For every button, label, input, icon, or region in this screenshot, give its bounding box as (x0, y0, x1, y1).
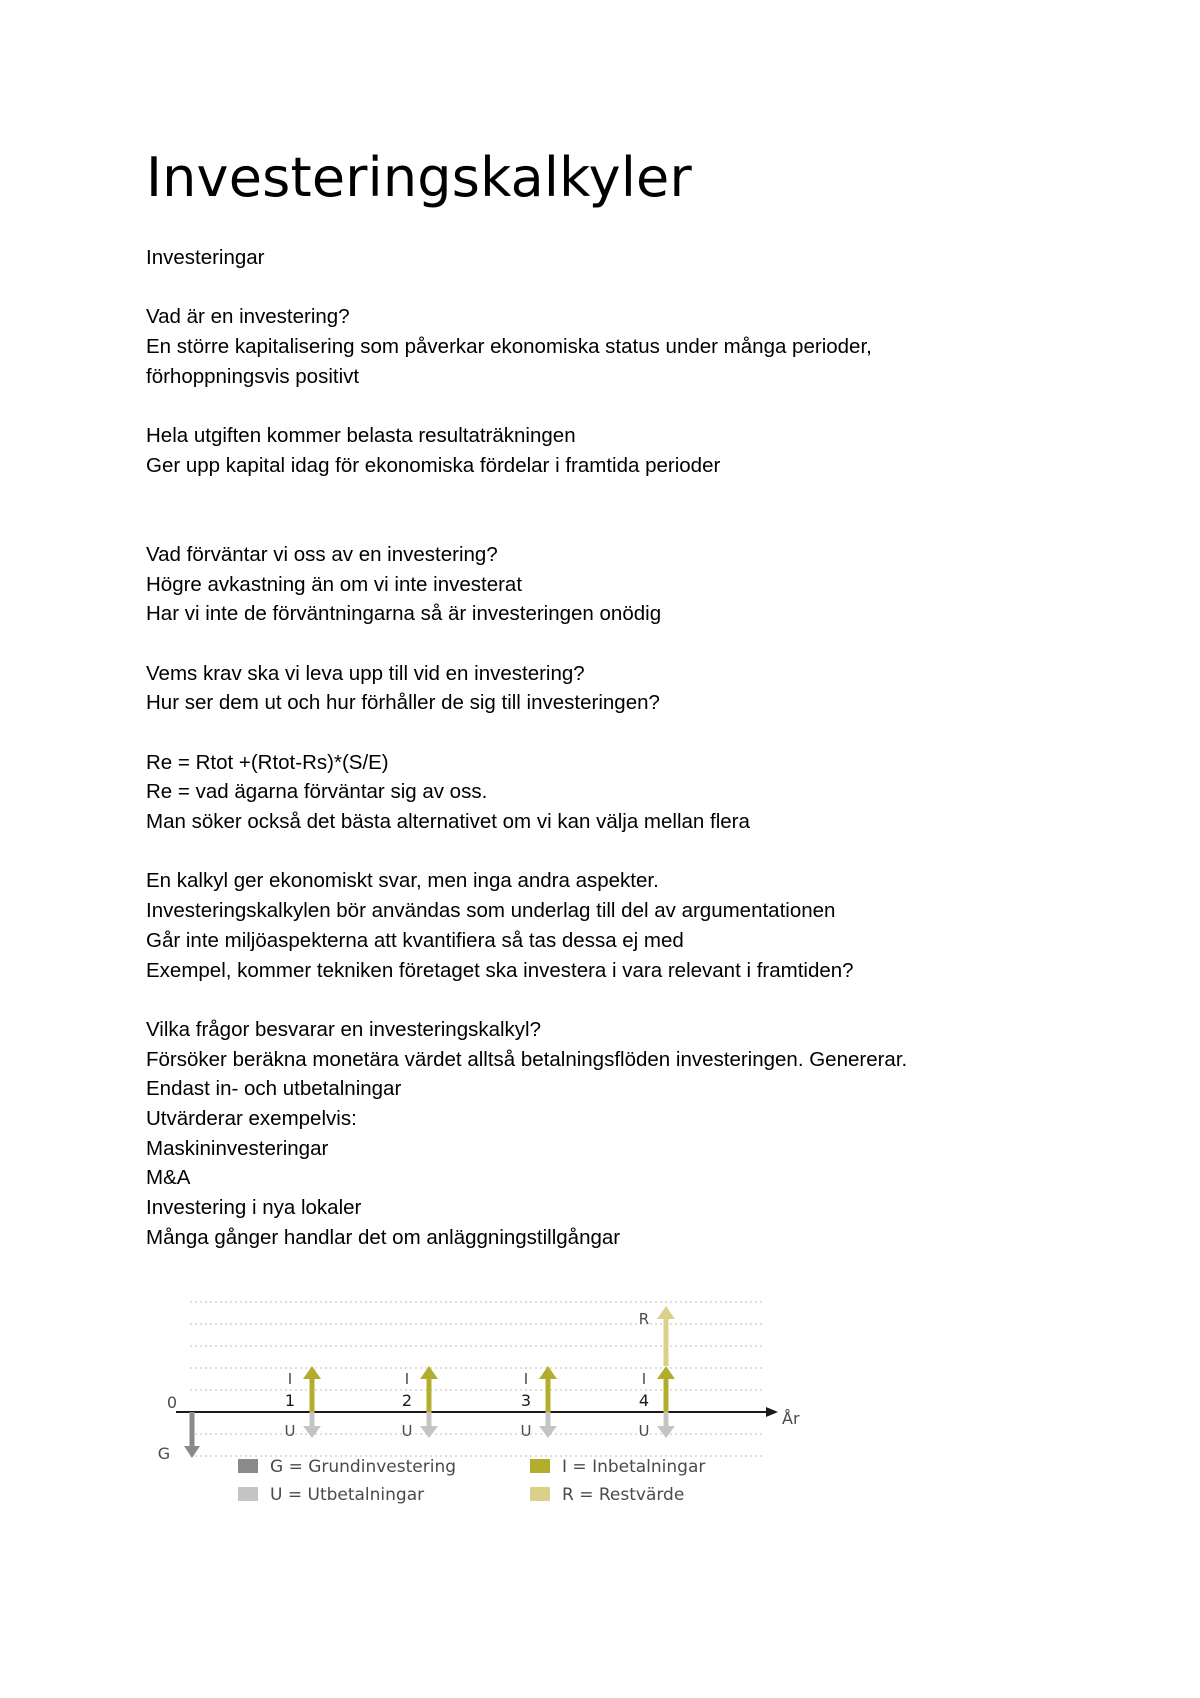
outflow-label: U (638, 1422, 650, 1440)
legend-label: I = Inbetalningar (562, 1457, 706, 1477)
document-body (146, 243, 1106, 1252)
text-line: Investeringskalkylen bör användas som underlag till del av argumentationen (146, 899, 836, 923)
text-line: Går inte miljöaspekterna att kvantifiera så tas dessa ej med (146, 928, 684, 952)
outflow-arrowhead (420, 1426, 438, 1438)
blank-line (146, 391, 1106, 421)
legend-label: U = Utbetalningar (270, 1485, 425, 1505)
outflow-label: U (520, 1422, 532, 1440)
outflow-arrowhead (539, 1426, 557, 1438)
year-label: 4 (638, 1391, 650, 1410)
text-line: Hur ser dem ut och hur förhåller de sig till investeringen? (146, 691, 660, 715)
legend-label: R = Restvärde (562, 1485, 685, 1505)
text-line: förhoppningsvis positivt (146, 364, 360, 388)
inflow-arrowhead (657, 1366, 675, 1379)
text-line: Investeringar (146, 246, 265, 269)
blank-line (146, 985, 1106, 1015)
initial-investment-arrowhead (184, 1446, 200, 1458)
legend-swatch (530, 1487, 550, 1501)
legend-swatch (238, 1487, 258, 1501)
outflow-label: U (284, 1422, 296, 1440)
text-line: Exempel, kommer tekniken företaget ska investera i vara relevant i framtiden? (146, 958, 854, 982)
time-axis-arrowhead (766, 1407, 778, 1417)
text-line: Man söker också det bästa alternativet om vi kan välja mellan flera (146, 810, 750, 834)
year-label: 2 (401, 1391, 413, 1410)
cashflow-diagram-svg (146, 1284, 814, 1534)
text-line: M&A (146, 1166, 191, 1190)
initial-investment-label: G (157, 1444, 171, 1463)
axis-label: År (782, 1409, 800, 1428)
text-line: Re = Rtot +(Rtot-Rs)*(S/E) (146, 750, 389, 774)
text-line: Vad förväntar vi oss av en investering? (146, 542, 498, 566)
blank-line (146, 273, 1106, 303)
text-line: Högre avkastning än om vi inte investerat (146, 572, 523, 596)
blank-line (146, 481, 1106, 511)
text-line: Maskininvesteringar (146, 1136, 329, 1160)
blank-line (146, 837, 1106, 867)
legend-swatch (238, 1459, 258, 1473)
text-line: Många gånger handlar det om anläggningstillgångar (146, 1225, 621, 1249)
outflow-label: U (401, 1422, 413, 1440)
text-line: Endast in- och utbetalningar (146, 1077, 402, 1101)
text-line: En större kapitalisering som påverkar ekonomiska status under många perioder, (146, 335, 872, 359)
text-line: Hela utgiften kommer belasta resultaträkningen (146, 424, 576, 448)
origin-label: 0 (166, 1393, 178, 1412)
text-line: Investering i nya lokaler (146, 1196, 362, 1219)
blank-line (146, 629, 1106, 659)
cashflow-diagram (146, 1284, 814, 1534)
text-line: Utvärderar exempelvis: (146, 1106, 357, 1130)
text-line: Har vi inte de förväntningarna så är investeringen onödig (146, 602, 662, 626)
inflow-label: I (287, 1370, 293, 1388)
text-line: Re = vad ägarna förväntar sig av oss. (146, 780, 488, 804)
residual-value-arrowhead (657, 1306, 675, 1319)
text-line: Vems krav ska vi leva upp till vid en investering? (146, 661, 585, 685)
text-line: En kalkyl ger ekonomiskt svar, men inga andra aspekter. (146, 869, 659, 893)
blank-line (146, 718, 1106, 748)
year-label: 1 (284, 1391, 296, 1410)
blank-line (146, 510, 1106, 540)
text-line: Försöker beräkna monetära värdet alltså betalningsflöden investeringen. Genererar. (146, 1047, 908, 1071)
text-line: Vad är en investering? (146, 305, 350, 329)
outflow-arrowhead (303, 1426, 321, 1438)
legend-label: G = Grundinvestering (270, 1457, 457, 1477)
document-title: Investeringskalkyler (146, 146, 692, 209)
text-line: Ger upp kapital idag för ekonomiska fördelar i framtida perioder (146, 453, 721, 477)
inflow-label: I (523, 1370, 529, 1388)
text-line: Vilka frågor besvarar en investeringskalkyl? (146, 1017, 542, 1041)
outflow-arrowhead (657, 1426, 675, 1438)
legend-swatch (530, 1459, 550, 1473)
inflow-label: I (404, 1370, 410, 1388)
inflow-label: I (641, 1370, 647, 1388)
residual-value-label: R (638, 1310, 650, 1328)
year-label: 3 (520, 1391, 532, 1410)
